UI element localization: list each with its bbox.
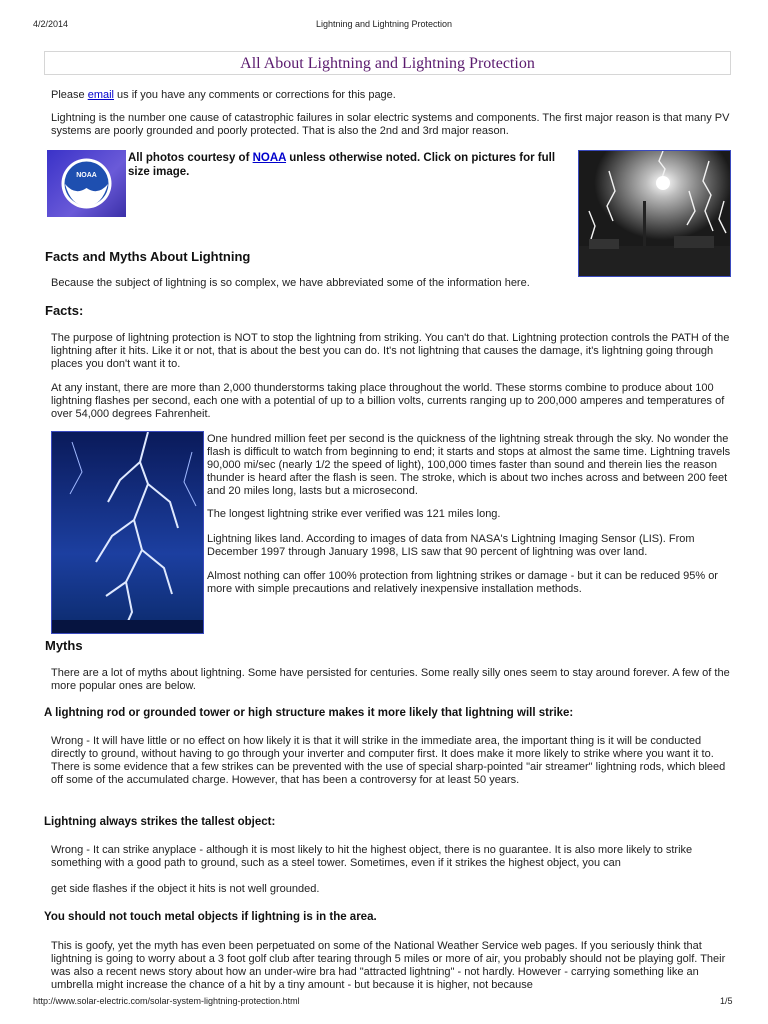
footer-page-number: 1/5 [720,996,733,1006]
facts-paragraph-2: At any instant, there are more than 2,000 thunderstorms taking place throughout the world. These storms combine to produce about 100 lightning flashes per second, each one with a potential of up to a billion volts, currents ranging up to 200,000 amperes and temperatures of over 54,000 degrees Fahrenheit. [51,382,725,420]
intro-paragraph: Lightning is the number one cause of catastrophic failures in solar electric systems and components. The first major reason is that many PV systems are poorly grounded and poorly protected. That is also the 2nd and 3rd major reason. [51,112,730,137]
blue-lightning-photo[interactable] [51,431,204,634]
facts-myths-heading: Facts and Myths About Lightning [45,249,251,264]
facts-myths-intro: Because the subject of lightning is so complex, we have abbreviated some of the information here. [51,277,530,289]
myths-intro: There are a lot of myths about lightning. Some have persisted for centuries. Some really silly ones seem to stay around forever. A few of the more popular ones are below. [51,667,730,692]
print-title: Lightning and Lightning Protection [315,19,453,29]
myth-3-body: This is goofy, yet the myth has even been perpetuated on some of the National Weather Service web pages. If you seriously think that lightning is going to worry about a 3 foot golf club after tearing through 5 miles or more of air, you probably should not be playing golf. Their was also a recent news story about how an under-wire bra had "attracted lightning" - not hardly. However - carrying something like an umbrella might increase the chance of a hit by a tiny amount - but because it is higher, not because [51,940,726,990]
email-note: Please email us if you have any comments or corrections for this page. [51,89,396,101]
email-link[interactable]: email [87,89,114,101]
facts-paragraph-5: Lightning likes land. According to images of data from NASA's Lightning Imaging Sensor (LIS). From December 1997 through January 1998, LIS saw that 90 percent of lightning was over land. [207,533,695,558]
page-title: All About Lightning and Lightning Protection [44,51,731,75]
photo-credit: All photos courtesy of NOAA unless otherwise noted. Click on pictures for full size image. [128,152,556,178]
footer-url: http://www.solar-electric.com/solar-system-lightning-protection.html [33,996,300,1006]
print-date: 4/2/2014 [33,19,69,29]
myth-2-body: Wrong - It can strike anyplace - although it is most likely to hit the highest object, there is no guarantee. It is also more likely to strike something with a good path to ground, such as a steel tower. Sometimes, even if it strikes the highest object, you can [51,844,693,869]
myth-1-body: Wrong - It will have little or no effect on how likely it is that it will strike in the immediate area, the important thing is it will be conducted directly to ground, without having to go through your inverter and computer first. It does make it more likely to strike where you want it to. There is some evidence that a few strikes can be prevented with the use of special sharp-pointed "air streamer" lightning rods, which bleed off some of the accumulated charge. However, that has been a controversy for at least 50 years. [51,735,726,786]
myths-heading: Myths [45,638,83,653]
noaa-logo-image[interactable] [47,150,126,217]
facts-paragraph-6: Almost nothing can offer 100% protection from lightning strikes or damage - but it can be reduced 95% or more with simple precautions and relatively inexpensive installation methods. [207,570,718,595]
facts-paragraph-4: The longest lightning strike ever verified was 121 miles long. [207,508,501,520]
noaa-link[interactable]: NOAA [252,152,287,164]
facts-heading: Facts: [45,303,84,318]
facts-paragraph-1: The purpose of lightning protection is NOT to stop the lightning from striking. You can't do that. Lightning protection controls the PATH of the lightning after it hits. Like it or not, that is about the best you can do. It's not lightning that causes the damage, it's lightning going through places you don't want it to. [51,332,730,370]
facts-paragraph-3: One hundred million feet per second is the quickness of the lightning streak through the sky. No wonder the flash is difficult to watch from beginning to end; it starts and stops at almost the same time. Lightning travels 90,000 mi/sec (nearly 1/2 the speed of light), 100,000 times faster than sound and therein lies the reason thunder is heard after the flash is seen. The stroke, which is about two inches across and between 200 feet and 20 miles long, lasts but a microsecond. [207,433,731,497]
myth-2-heading: Lightning always strikes the tallest object: [44,816,276,828]
noaa-logo-text: NOAA [76,172,97,179]
myth-2-body-continued: get side flashes if the object it hits is not well grounded. [51,883,320,895]
myth-1-heading: A lightning rod or grounded tower or high structure makes it more likely that lightning will strike: [44,707,574,719]
myth-3-heading: You should not touch metal objects if lightning is in the area. [44,911,377,923]
lightning-tower-photo[interactable] [578,150,731,277]
